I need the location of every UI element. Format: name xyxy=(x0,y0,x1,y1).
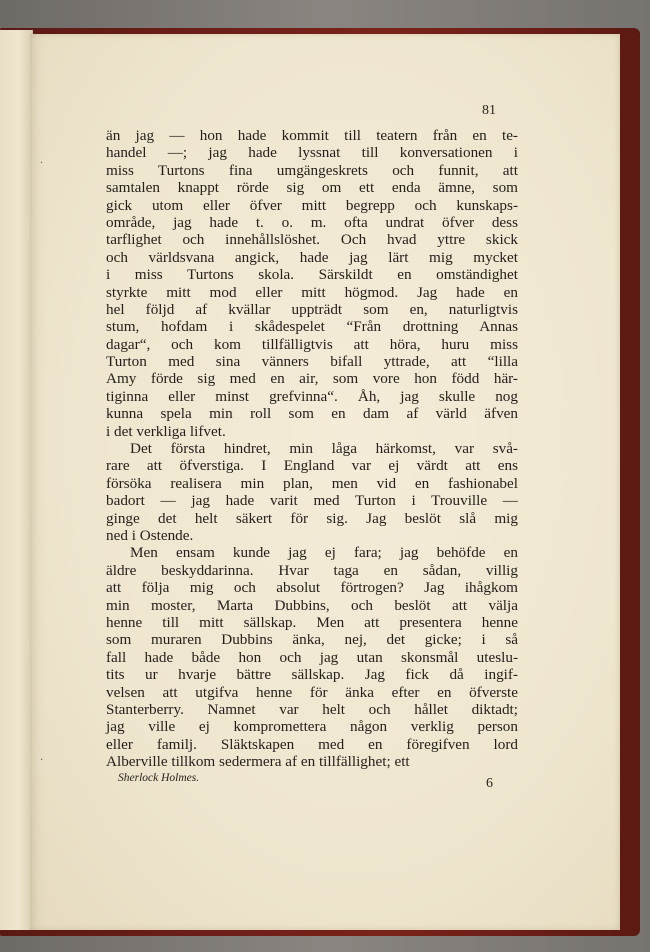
text-line: att följa mig och absolut förtrogen? Jag ihågkom xyxy=(106,579,518,597)
text-line: eller familj. Släktskapen med en föregifven lord xyxy=(106,735,518,753)
text-line: tits ur hvarje bättre sällskap. Jag fick då ingif- xyxy=(106,666,518,684)
signature-mark: 6 xyxy=(486,776,493,791)
text-line: velsen att utgifva henne för änka efter en öfverste xyxy=(106,683,518,701)
running-footer-title: Sherlock Holmes. xyxy=(118,772,200,784)
text-line: Stanterberry. Namnet var helt och hållet diktadt; xyxy=(106,700,518,718)
text-line: dagar“, och kom tillfälligtvis att höra, huru miss xyxy=(106,335,518,353)
text-line: stum, hofdam i skådespelet “Från drottning Annas xyxy=(106,318,518,336)
text-line: miss Turtons fina umgängeskrets och funnit, att xyxy=(106,161,518,179)
text-line: i det verkliga lifvet. xyxy=(106,422,226,440)
text-line: äldre beskyddarinna. Hvar taga en sådan, villig xyxy=(106,561,518,579)
text-line: Amy förde sig med en air, som vore hon född här- xyxy=(106,370,518,388)
text-line: kunna spela min roll som en dam af värld äfven xyxy=(106,405,518,423)
page-number: 81 xyxy=(482,103,496,118)
text-line: område, jag hade t. o. m. ofta undrat öfver dess xyxy=(106,213,518,231)
margin-speck: · xyxy=(40,755,44,766)
text-line: än jag — hon hade kommit till teatern från en te- xyxy=(106,127,518,144)
text-line: Alberville tillkom sedermera af en tillfällighet; ett xyxy=(106,753,410,771)
text-line: ned i Ostende. xyxy=(106,526,194,544)
facing-page-edge xyxy=(0,30,33,930)
text-line: fall hade både hon och jag utan skonsmål uteslu- xyxy=(106,648,518,666)
text-line: i miss Turtons skola. Särskildt en omständighet xyxy=(106,266,518,284)
text-line: handel —; jag hade lyssnat till konversationen i xyxy=(106,144,518,162)
text-line: tiginna eller minst grefvinna“. Åh, jag skulle nog xyxy=(106,387,518,405)
text-line: styrkte mitt mod eller mitt högmod. Jag hade en xyxy=(106,283,518,301)
text-line: henne till mitt sällskap. Men att presentera henne xyxy=(106,613,518,631)
text-line: hel följd af kvällar uppträdt som en, naturligtvis xyxy=(106,300,518,318)
text-line: som muraren Dubbins änka, nej, det gicke; i så xyxy=(106,631,518,649)
text-line: försöka realisera min plan, men vid en fashionabel xyxy=(106,474,518,492)
text-line: tarflighet och innehållslöshet. Och hvad yttre skick xyxy=(106,231,518,249)
text-line: samtalen knappt rörde sig om ett enda ämne, som xyxy=(106,179,518,197)
text-line: badort — jag hade varit med Turton i Trouville — xyxy=(106,492,518,510)
text-line: jag ville ej komprometterа någon verklig person xyxy=(106,718,518,736)
text-line: och världsvana angick, hade jag lärt mig mycket xyxy=(106,248,518,266)
margin-speck: · xyxy=(40,158,44,169)
text-line: gick utom eller öfver mitt begrepp och kunskaps- xyxy=(106,196,518,214)
text-line: ginge det helt säkert för sig. Jag beslöt slå mig xyxy=(106,509,518,527)
body-text xyxy=(106,127,518,770)
text-line: Turton med sina vänners bifall yttrade, att “lilla xyxy=(106,353,518,371)
text-line: min moster, Marta Dubbins, och beslöt att välja xyxy=(106,596,518,614)
text-line: Men ensam kunde jag ej fara; jag behöfde en xyxy=(130,544,518,562)
text-line: Det första hindret, min låga härkomst, var svå- xyxy=(130,440,518,458)
text-line: rare att öfverstiga. I England var ej värdt att ens xyxy=(106,457,518,475)
